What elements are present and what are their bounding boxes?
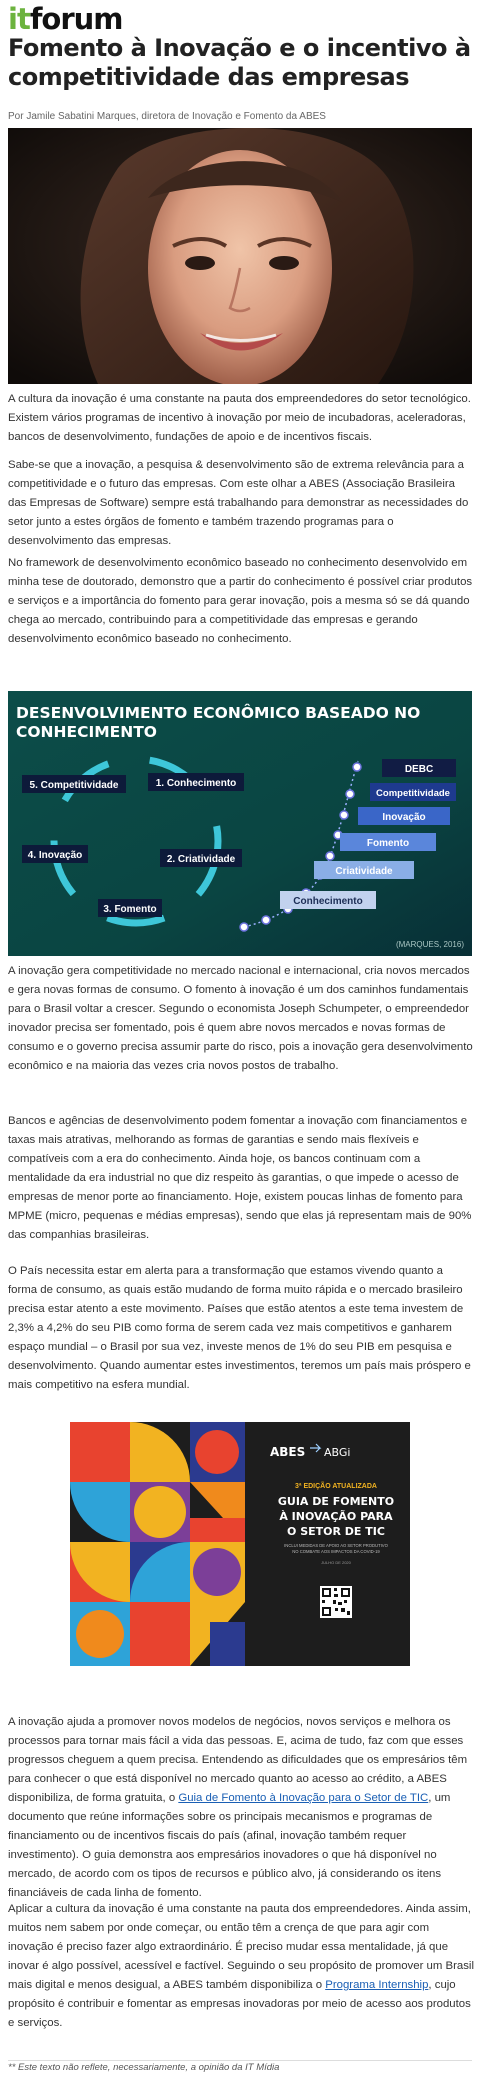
paragraph-8 — [8, 1900, 474, 2033]
author-photo — [8, 128, 472, 384]
stair-debc-label: DEBC — [404, 764, 434, 775]
knowledge-economy-diagram — [8, 691, 472, 956]
guia-fomento-link[interactable]: Guia de Fomento à Inovação para o Setor de TIC — [178, 1792, 429, 1804]
logo-forum: forum — [29, 2, 123, 36]
paragraph-8-text-b: , cujo propósito é contribuir e fomentar as empresas inovadoras por meio de acesso aos produtos e serviços. — [8, 1979, 471, 2029]
cover-brand-abes: ABES — [270, 1445, 306, 1459]
paragraph-4: A inovação gera competitividade no mercado nacional e internacional, cria novos mercados e gera novas formas de consumo. O fomento à inovação é um dos caminhos fundamentais para o Brasil voltar a crescer. Segundo o economista Joseph Schumpeter, o empreendedor inovador precisa ser fomentado, pois é quem abre novos mercados e novas formas de consumo e o governo precisa assumir parte do risco, pois a inovação gera desenvolvimento econômico e na maioria das vezes cria novos postos de trabalho. — [8, 965, 473, 1072]
cycle-step-2-label: 2. Criatividade — [166, 854, 236, 865]
cover-qr-code — [320, 1586, 352, 1618]
cycle-step-1 — [148, 773, 244, 791]
cycle-step-4 — [22, 845, 88, 863]
stair-competitividade-label: Competitividade — [376, 788, 450, 799]
paragraph-8-text-a: Aplicar a cultura da inovação é uma constante na pauta dos empreendedores. Ainda assim, muitos nem sabem por onde começar, ou então têm a crença de que para agir com inovação é preciso fazer algo extraordinário. É preciso mudar essa mentalidade, já que inovar é algo possível, acessível e factível. Seguindo o seu propósito de promover um Brasil mais digital e menos desigual, a ABES também disponibiliza o — [8, 1903, 474, 1991]
stair-competitividade — [370, 783, 456, 801]
cover-subtitle-line1: INCLUI MEDIDAS DE APOIO AO SETOR PRODUTIVO — [284, 1543, 388, 1548]
stair-inovacao — [358, 807, 450, 825]
cycle-step-2 — [160, 849, 242, 867]
stair-conhecimento — [280, 891, 376, 909]
disclaimer: ** Este texto não reflete, necessariamente, a opinião da IT Mídia — [8, 2062, 280, 2073]
stair-fomento — [340, 833, 436, 851]
cycle-step-5 — [22, 775, 126, 793]
cycle-step-1-label: 1. Conhecimento — [155, 778, 237, 789]
stair-inovacao-label: Inovação — [382, 812, 426, 823]
stair-fomento-label: Fomento — [366, 838, 410, 849]
cover-brand-abgi: ABGi — [324, 1446, 351, 1459]
guide-cover-image — [70, 1422, 410, 1666]
cover-edition: 3ª EDIÇÃO ATUALIZADA — [295, 1483, 377, 1490]
stair-debc — [382, 759, 456, 777]
cycle-step-4-label: 4. Inovação — [27, 850, 83, 861]
stair-criatividade-label: Criatividade — [335, 866, 393, 877]
paragraph-1: A cultura da inovação é uma constante na pauta dos empreendedores do setor tecnológico. Existem vários programas de incentivo à inovação por meio de incubadoras, aceleradoras, bancos de desenvolvimento, fundações de apoio e de incentivos fiscais. — [8, 393, 471, 443]
cycle-step-3 — [98, 899, 162, 917]
footer-divider — [8, 2060, 472, 2061]
article-byline: Por Jamile Sabatini Marques, diretora de Inovação e Fomento da ABES — [8, 111, 326, 122]
diagram-title-line2: CONHECIMENTO — [16, 723, 157, 741]
diagram-title-line1: DESENVOLVIMENTO ECONÔMICO BASEADO NO — [16, 704, 421, 722]
cover-date: JULHO DE 2020 — [321, 1560, 351, 1565]
programa-internship-link[interactable]: Programa Internship — [325, 1979, 429, 1991]
cover-title-line1: GUIA DE FOMENTO — [277, 1495, 395, 1508]
article-title: Fomento à Inovação e o incentivo à competitividade das empresas — [8, 34, 471, 91]
itforum-logo[interactable] — [8, 4, 123, 34]
cover-title-line2: À INOVAÇÃO PARA — [279, 1510, 393, 1523]
paragraph-3: No framework de desenvolvimento econômico baseado no conhecimento desenvolvido em minha tese de doutorado, demonstro que a partir do conhecimento é possível criar produtos e serviços e a importância do fomento para gerar inovação, pois a mesma só se dá quando chega ao mercado, contribuindo para a competitividade das empresas e gerando desenvolvimento econômico baseado no conhecimento. — [8, 557, 473, 645]
paragraph-6: O País necessita estar em alerta para a transformação que estamos vivendo quanto a forma de consumo, as quais estão mudando de forma muito rápida e o mercado brasileiro precisa estar atento a este movimento. Países que estão atentos a este tema investem de 2,3% a 4,2% do seu PIB como forma de serem cada vez mais competitivos e ganharem espaço mundial – o Brasil por sua vez, investe menos de 1% do seu PIB em pesquisa e desenvolvimento. Quando aumentar estes investimentos, teremos um país mais próspero e mais competitivo na esfera mundial. — [8, 1265, 471, 1391]
stair-criatividade — [314, 861, 414, 879]
cover-subtitle-line2: NO COMBATE AOS IMPACTOS DA COVID-19 — [292, 1549, 380, 1554]
logo-it: it — [8, 2, 30, 36]
paragraph-5: Bancos e agências de desenvolvimento podem fomentar a inovação com financiamentos e taxas mais atrativas, melhorando as formas de garantias e sendo mais flexíveis e compatíveis com a era do conhecimento. Ainda hoje, os bancos continuam com a mentalidade da era industrial no que diz respeito às garantias, o que impede o acesso de empresas de menor porte ao financiamento. Hoje, existem poucas linhas de fomento para MPME (micro, pequenas e médias empresas), sendo que elas já representam mais de 90% das companhias brasileiras. — [8, 1115, 472, 1241]
paragraph-7 — [8, 1713, 474, 1903]
cover-title-line3: O SETOR DE TIC — [287, 1525, 385, 1538]
paragraph-7-text-a: A inovação ajuda a promover novos modelos de negócios, novos serviços e melhora os processos para tornar mais fácil a vida das pessoas. E, acima de tudo, faz com que esses progressos cheguem a quem precisa. Entendendo as dificuldades que os empresários têm para conhecer o que está disponível no mercado quanto ao acesso ao crédito, a ABES disponibiliza, de forma gratuita, o — [8, 1716, 468, 1804]
paragraph-7-text-b: , um documento que reúne informações sobre os principais mecanismos e programas de financiamento ou de incentivos fiscais do país (afinal, inovação também requer investimento). O guia demonstra aos empresários inovadores o que há disponível no mercado, de acordo com os tipos de recursos e público alvo, já considerando os itens financiáveis de cada linha de fomento. — [8, 1792, 451, 1899]
stair-conhecimento-label: Conhecimento — [293, 896, 363, 907]
cycle-step-5-label: 5. Competitividade — [29, 780, 119, 791]
paragraph-2: Sabe-se que a inovação, a pesquisa & desenvolvimento são de extrema relevância para a competitividade e o futuro das empresas. Com este olhar a ABES (Associação Brasileira das Empresas de Software) sempre está trabalhando para demonstrar as necessidades do setor junto a estes órgãos de fomento e também trazendo programas para o desenvolvimento das empresas. — [8, 459, 469, 547]
diagram-credit: (MARQUES, 2016) — [395, 940, 464, 949]
cycle-step-3-label: 3. Fomento — [103, 904, 157, 915]
